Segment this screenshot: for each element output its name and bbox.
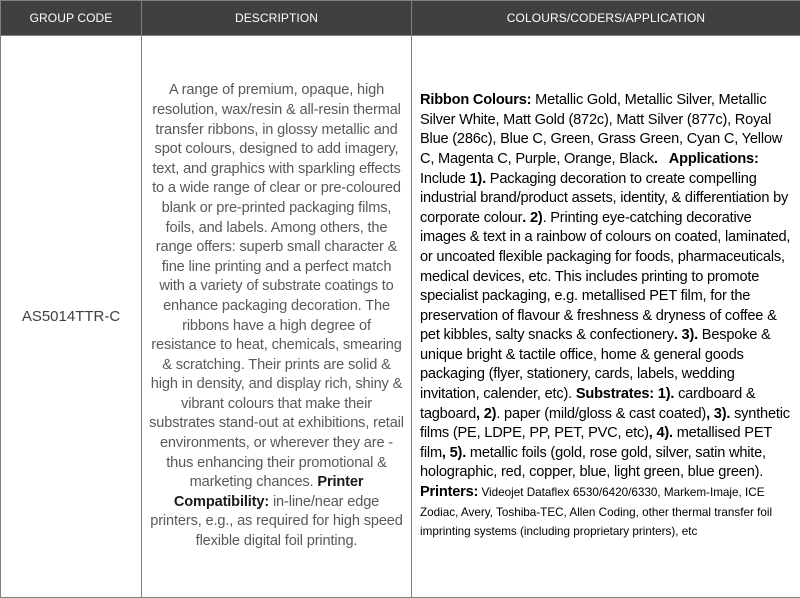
substrate-text-2: . paper (mild/gloss & cast coated) — [496, 405, 707, 422]
header-group-code: GROUP CODE — [1, 1, 142, 36]
application-text-3: Bespoke & unique bright & tactile office, home & general goods packaging (flyer, stationery, cards, labels, wedding invitation, calender, etc). — [420, 327, 771, 403]
header-applications: COLOURS/CODERS/APPLICATION — [412, 1, 800, 36]
application-number-1: 1). — [469, 170, 486, 187]
substrate-text-4: metallised PET film — [420, 425, 772, 461]
substrate-number-4: , 4). — [648, 425, 673, 442]
applications-include: Include — [420, 170, 470, 187]
group-code-cell: AS5014TTR-C — [1, 36, 142, 598]
applications-label: Applications: — [657, 150, 759, 167]
description-body: A range of premium, opaque, high resolution, wax/resin & all-resin thermal transfer ribbons, in glossy metallic and spot colours, designed to add imagery, text, and graphics with sparkling effects to a wide range of clear or pre-coloured blank or pre-printed packaging films, foils, and labels. Among others, the range offers: superb small character & fine line printing and a perfect match with a variety of substrate coatings to enhance packaging decoration. The ribbons have a high degree of resistance to heat, chemicals, smearing & scratching. Their prints are solid & high in density, and display rich, shiny & vibrant colours that make their substrates stand-out at exhibitions, retail environments, or wherever they are - thus enhancing their promotional & marketing chances. — [149, 82, 404, 491]
substrate-number-5: , 5). — [441, 444, 467, 461]
table-row — [1, 36, 800, 598]
header-description: DESCRIPTION — [142, 1, 412, 36]
substrate-number-3: , 3). — [706, 405, 731, 422]
substrate-text-3: synthetic films (PE, LDPE, PP, PET, PVC, etc) — [420, 405, 790, 442]
application-number-2: . 2) — [522, 209, 543, 226]
ribbon-colours-end: . — [653, 150, 658, 167]
header-row — [1, 1, 800, 36]
printer-compatibility-label: Printer Compatibility: — [173, 474, 364, 510]
application-text-2: . Printing eye-catching decorative images & text in a rainbow of colours on coated, laminated, or uncoated flexible packaging for foods, pharmaceuticals, medical devices, etc. This includes printing to promote specialist packaging, e.g. metallised PET film, for the preservation of flavour & freshness & dryness of coffee & pet kibbles, salty snacks & confectionery — [420, 209, 791, 344]
ribbon-colours-label: Ribbon Colours: — [420, 92, 532, 109]
application-number-3: . 3). — [673, 327, 698, 344]
printer-compatibility-text: in-line/near edge printers, e.g., as required for high speed flexible digital foil printing. — [150, 493, 403, 550]
substrates-label: Substrates: 1). — [575, 386, 675, 403]
applications-cell — [412, 36, 800, 598]
substrate-number-2: , 2) — [476, 405, 497, 422]
application-text-1: Packaging decoration to create compelling industrial brand/product assets, identity, & differentiation by corporate colour — [420, 170, 789, 226]
substrate-text-1: cardboard & tagboard — [420, 386, 756, 422]
description-cell — [142, 36, 412, 598]
printers-label: Printers: — [420, 484, 479, 501]
ribbon-colours-text: Metallic Gold, Metallic Silver, Metallic Silver White, Matt Gold (872c), Matt Silver (877c), Royal Blue (286c), Blue C, Green, Grass Green, Cyan C, Yellow C, Magenta C, Purple, Orange, Black — [420, 92, 783, 167]
printers-text: Videojet Dataflex 6530/6420/6330, Markem-Imaje, ICE Zodiac, Avery, Toshiba-TEC, Allen Coding, other thermal transfer foil imprinting systems (including proprietary printers), etc — [420, 486, 773, 539]
substrate-text-5: metallic foils (gold, rose gold, silver, satin white, holographic, red, copper, blue, light green, blue green). — [420, 444, 766, 481]
